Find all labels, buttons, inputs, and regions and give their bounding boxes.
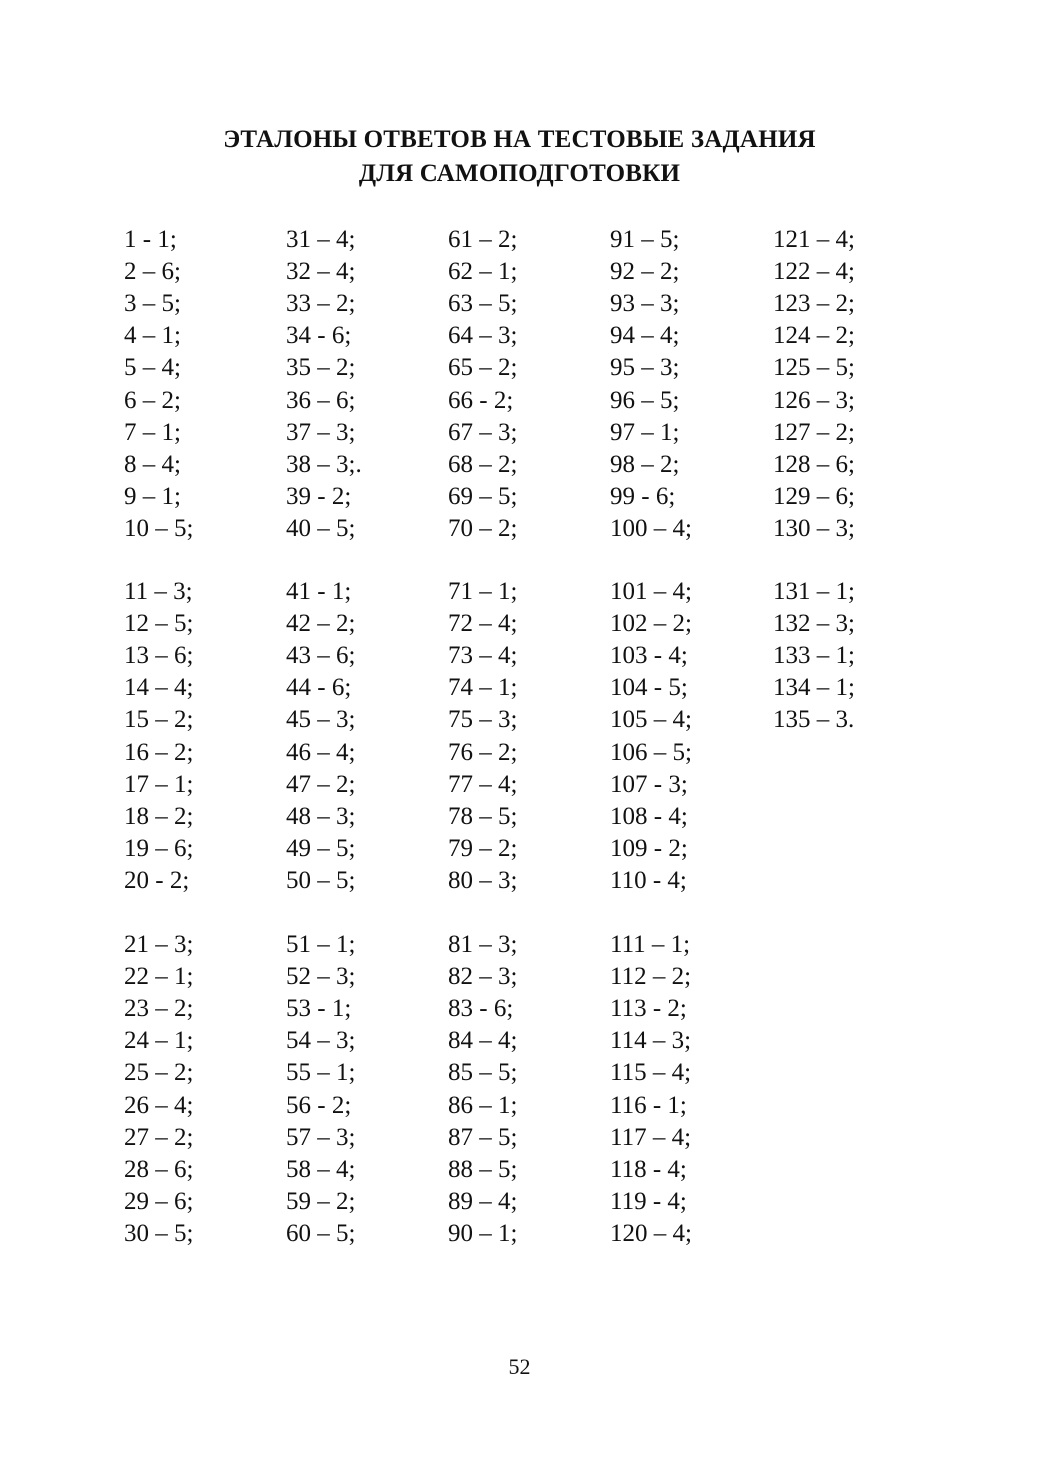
answer-item: 35 – 2;	[286, 354, 356, 382]
answer-item: 114 – 3;	[610, 1027, 692, 1055]
answer-item: 31 – 4;	[286, 226, 356, 253]
answer-item: 54 – 3;	[286, 1027, 356, 1055]
answer-item: 92 – 2;	[610, 258, 680, 286]
answer-item: 66 - 2;	[448, 386, 514, 414]
answer-item: 44 - 6;	[286, 674, 352, 702]
answer-item: 14 – 4;	[124, 674, 194, 702]
answer-item: 78 – 5;	[448, 802, 518, 830]
answer-item: 9 – 1;	[124, 482, 181, 510]
answer-item: 74 – 1;	[448, 674, 518, 702]
answer-item: 120 – 4;	[610, 1219, 692, 1247]
answer-item: 87 – 5;	[448, 1123, 518, 1151]
answer-item: 106 – 5;	[610, 738, 692, 766]
answer-item: 130 – 3;	[773, 514, 855, 542]
answer-item: 21 – 3;	[124, 931, 194, 958]
answer-item: 134 – 1;	[773, 674, 855, 702]
answer-item: 47 – 2;	[286, 770, 356, 798]
answer-item: 116 - 1;	[610, 1091, 687, 1119]
answer-item: 63 – 5;	[448, 290, 518, 318]
answer-item: 64 – 3;	[448, 322, 518, 350]
answer-item: 68 – 2;	[448, 450, 518, 478]
answer-item: 113 - 2;	[610, 995, 687, 1023]
answer-item: 37 – 3;	[286, 418, 356, 446]
answer-item: 88 – 5;	[448, 1155, 518, 1183]
answer-item: 119 - 4;	[610, 1187, 687, 1215]
answer-item: 73 – 4;	[448, 642, 518, 670]
answer-item: 29 – 6;	[124, 1187, 194, 1215]
answer-item: 123 – 2;	[773, 290, 855, 318]
answer-item: 22 – 1;	[124, 963, 194, 991]
page-title: ЭТАЛОНЫ ОТВЕТОВ НА ТЕСТОВЫЕ ЗАДАНИЯ	[223, 126, 816, 153]
answer-item: 118 - 4;	[610, 1155, 687, 1183]
answer-item: 10 – 5;	[124, 514, 194, 542]
answer-item: 30 – 5;	[124, 1219, 194, 1247]
answer-item: 45 – 3;	[286, 706, 356, 734]
answer-item: 38 – 3;.	[286, 450, 362, 478]
answer-item: 67 – 3;	[448, 418, 518, 446]
answer-item: 83 - 6;	[448, 995, 514, 1023]
answer-item: 98 – 2;	[610, 450, 680, 478]
answer-item: 52 – 3;	[286, 963, 356, 991]
answer-item: 91 – 5;	[610, 226, 680, 253]
answer-item: 132 – 3;	[773, 610, 855, 638]
answer-item: 90 – 1;	[448, 1219, 518, 1247]
answer-item: 4 – 1;	[124, 322, 181, 350]
answer-item: 26 – 4;	[124, 1091, 194, 1119]
answer-item: 102 – 2;	[610, 610, 692, 638]
answer-item: 108 - 4;	[610, 802, 688, 830]
answer-item: 17 – 1;	[124, 770, 194, 798]
answer-item: 95 – 3;	[610, 354, 680, 382]
answer-item: 6 – 2;	[124, 386, 181, 414]
answer-item: 51 – 1;	[286, 931, 356, 958]
answer-item: 60 – 5;	[286, 1219, 356, 1247]
answer-item: 43 – 6;	[286, 642, 356, 670]
answer-item: 112 – 2;	[610, 963, 692, 991]
answer-item: 80 – 3;	[448, 866, 518, 894]
answer-item: 107 - 3;	[610, 770, 688, 798]
answer-item: 93 – 3;	[610, 290, 680, 318]
answer-item: 40 – 5;	[286, 514, 356, 542]
answer-item: 84 – 4;	[448, 1027, 518, 1055]
answer-item: 3 – 5;	[124, 290, 181, 318]
answer-item: 7 – 1;	[124, 418, 181, 446]
answer-item: 125 – 5;	[773, 354, 855, 382]
answer-item: 15 – 2;	[124, 706, 194, 734]
answer-item: 65 – 2;	[448, 354, 518, 382]
answer-item: 117 – 4;	[610, 1123, 692, 1151]
answer-item: 28 – 6;	[124, 1155, 194, 1183]
answer-item: 100 – 4;	[610, 514, 692, 542]
answer-item: 86 – 1;	[448, 1091, 518, 1119]
answer-item: 56 - 2;	[286, 1091, 352, 1119]
answer-item: 42 – 2;	[286, 610, 356, 638]
answer-item: 109 - 2;	[610, 834, 688, 862]
answer-item: 8 – 4;	[124, 450, 181, 478]
answer-item: 13 – 6;	[124, 642, 194, 670]
answer-item: 81 – 3;	[448, 931, 518, 958]
page-subtitle: ДЛЯ САМОПОДГОТОВКИ	[358, 160, 681, 187]
answer-item: 129 – 6;	[773, 482, 855, 510]
answer-item: 133 – 1;	[773, 642, 855, 670]
answer-item: 94 – 4;	[610, 322, 680, 350]
answer-item: 82 – 3;	[448, 963, 518, 991]
answer-item: 41 - 1;	[286, 578, 352, 605]
answer-item: 103 - 4;	[610, 642, 688, 670]
answer-item: 69 – 5;	[448, 482, 518, 510]
answer-item: 16 – 2;	[124, 738, 194, 766]
answer-item: 55 – 1;	[286, 1059, 356, 1087]
answer-item: 34 - 6;	[286, 322, 352, 350]
answer-item: 122 – 4;	[773, 258, 855, 286]
answer-item: 127 – 2;	[773, 418, 855, 446]
answer-item: 96 – 5;	[610, 386, 680, 414]
answer-item: 57 – 3;	[286, 1123, 356, 1151]
answer-item: 11 – 3;	[124, 578, 193, 605]
answer-item: 99 - 6;	[610, 482, 676, 510]
answer-item: 79 – 2;	[448, 834, 518, 862]
answer-item: 110 - 4;	[610, 866, 687, 894]
answer-item: 36 – 6;	[286, 386, 356, 414]
answer-item: 124 – 2;	[773, 322, 855, 350]
answer-item: 126 – 3;	[773, 386, 855, 414]
answer-item: 131 – 1;	[773, 578, 855, 605]
answer-item: 5 – 4;	[124, 354, 181, 382]
answer-item: 97 – 1;	[610, 418, 680, 446]
answer-item: 135 – 3.	[773, 706, 855, 734]
answer-item: 20 - 2;	[124, 866, 190, 894]
answer-item: 128 – 6;	[773, 450, 855, 478]
answer-item: 104 - 5;	[610, 674, 688, 702]
answer-item: 24 – 1;	[124, 1027, 194, 1055]
answer-item: 121 – 4;	[773, 226, 855, 253]
answer-item: 77 – 4;	[448, 770, 518, 798]
answer-item: 72 – 4;	[448, 610, 518, 638]
answer-item: 59 – 2;	[286, 1187, 356, 1215]
page-number: 52	[508, 1354, 531, 1379]
answer-item: 85 – 5;	[448, 1059, 518, 1087]
answer-item: 76 – 2;	[448, 738, 518, 766]
answer-item: 70 – 2;	[448, 514, 518, 542]
answer-item: 33 – 2;	[286, 290, 356, 318]
answer-item: 48 – 3;	[286, 802, 356, 830]
answer-item: 115 – 4;	[610, 1059, 692, 1087]
answer-item: 23 – 2;	[124, 995, 194, 1023]
answer-item: 25 – 2;	[124, 1059, 194, 1087]
answer-item: 101 – 4;	[610, 578, 692, 605]
answer-item: 18 – 2;	[124, 802, 194, 830]
answer-item: 71 – 1;	[448, 578, 518, 605]
answer-item: 27 – 2;	[124, 1123, 194, 1151]
answer-item: 50 – 5;	[286, 866, 356, 894]
answer-item: 105 – 4;	[610, 706, 692, 734]
answer-item: 49 – 5;	[286, 834, 356, 862]
answer-item: 46 – 4;	[286, 738, 356, 766]
answer-item: 75 – 3;	[448, 706, 518, 734]
answer-item: 19 – 6;	[124, 834, 194, 862]
answer-item: 58 – 4;	[286, 1155, 356, 1183]
answer-item: 61 – 2;	[448, 226, 518, 253]
answer-item: 39 - 2;	[286, 482, 352, 510]
answer-item: 111 – 1;	[610, 931, 691, 958]
answer-item: 89 – 4;	[448, 1187, 518, 1215]
answer-item: 2 – 6;	[124, 258, 181, 286]
answer-item: 53 - 1;	[286, 995, 352, 1023]
answer-item: 1 - 1;	[124, 226, 177, 253]
answer-item: 62 – 1;	[448, 258, 518, 286]
answer-item: 12 – 5;	[124, 610, 194, 638]
answer-item: 32 – 4;	[286, 258, 356, 286]
